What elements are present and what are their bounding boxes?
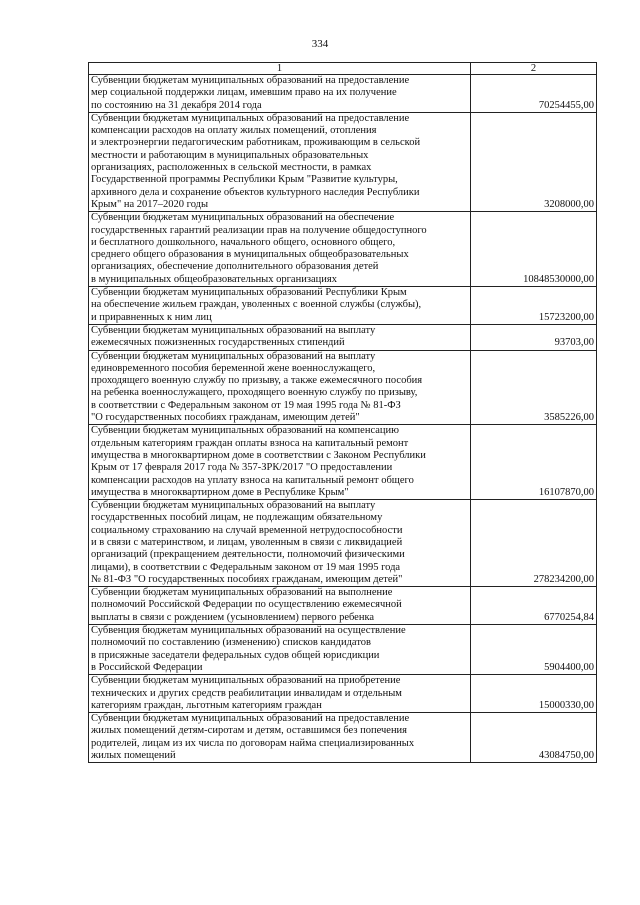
table-row (89, 212, 597, 287)
subventions-table (88, 62, 597, 763)
page-number: 334 (311, 38, 329, 50)
table-row (89, 112, 597, 211)
table-row (89, 713, 597, 763)
table-header-row (89, 63, 597, 75)
row-description: Субвенции бюджетам муниципальных образований на выплату ежемесячных пожизненных государственных стипендий (89, 324, 471, 350)
row-amount: 16107870,00 (471, 425, 597, 500)
row-amount: 3585226,00 (471, 350, 597, 425)
row-amount: 15000330,00 (471, 675, 597, 713)
row-amount: 10848530000,00 (471, 212, 597, 287)
row-description: Субвенции бюджетам муниципальных образований Республики Крым на обеспечение жильем граждан, уволенных с военной службы (службы), и приравненных к ним лиц (89, 287, 471, 325)
column-header-amount: 2 (471, 63, 597, 75)
table-row (89, 324, 597, 350)
row-description: Субвенции бюджетам муниципальных образований на выплату государственных пособий лицам, не подлежащим обязательному социальному страхованию на случай временной нетрудоспособности и в связи с материнством, и лицам, уволенным в связи с ликвидацией организаций (прекращением деятельности, полномочий физическими лицами), в соответствии с Федеральным законом от 19 мая 1995 года № 81-ФЗ "О государственных пособиях гражданам, имеющим детей" (89, 500, 471, 587)
row-amount: 278234200,00 (471, 500, 597, 587)
table-row (89, 500, 597, 587)
table-row (89, 425, 597, 500)
table-row (89, 625, 597, 675)
row-description: Субвенции бюджетам муниципальных образований на выполнение полномочий Российской Федерации по осуществлению ежемесячной выплаты в связи с рождением (усыновлением) первого ребенка (89, 587, 471, 625)
table-row (89, 587, 597, 625)
row-description: Субвенции бюджетам муниципальных образований на предоставление мер социальной поддержки лицам, имевшим право на их получение по состоянию на 31 декабря 2014 года (89, 75, 471, 113)
row-amount: 70254455,00 (471, 75, 597, 113)
row-description: Субвенции бюджетам муниципальных образований на предоставление жилых помещений детям-сиротам и детям, оставшимся без попечения родителей, лицам из их числа по договорам найма специализированных жилых помещений (89, 713, 471, 763)
column-header-description: 1 (89, 63, 471, 75)
row-amount: 43084750,00 (471, 713, 597, 763)
row-amount: 5904400,00 (471, 625, 597, 675)
table-row (89, 287, 597, 325)
row-amount: 6770254,84 (471, 587, 597, 625)
row-amount: 93703,00 (471, 324, 597, 350)
row-description: Субвенции бюджетам муниципальных образований на обеспечение государственных гарантий реализации прав на получение общедоступного и бесплатного дошкольного, начального общего, основного общего, среднего общего образования в муниципальных общеобразовательных организациях, обеспечение дополнительного образования детей в муниципальных общеобразовательных организациях (89, 212, 471, 287)
row-description: Субвенции бюджетам муниципальных образований на приобретение технических и других средств реабилитации инвалидам и отдельным категориям граждан, льготным категориям граждан (89, 675, 471, 713)
row-amount: 3208000,00 (471, 112, 597, 211)
row-description: Субвенции бюджетам муниципальных образований на выплату единовременного пособия беременной жене военнослужащего, проходящего военную службу по призыву, а также ежемесячного пособия на ребенка военнослужащего, проходящего военную службу по призыву, в соответствии с Федеральным законом от 19 мая 1995 года № 81-ФЗ "О государственных пособиях гражданам, имеющим детей" (89, 350, 471, 425)
row-description: Субвенции бюджетам муниципальных образований на компенсацию отдельным категориям граждан оплаты взноса на капитальный ремонт имущества в многоквартирном доме в соответствии с Законом Республики Крым от 17 февраля 2017 года № 357-ЗРК/2017 "О предоставлении компенсации расходов на уплату взноса на капитальный ремонт общего имущества в многоквартирном доме в Республике Крым" (89, 425, 471, 500)
row-amount: 15723200,00 (471, 287, 597, 325)
row-description: Субвенции бюджетам муниципальных образований на предоставление компенсации расходов на оплату жилых помещений, отопления и электроэнергии педагогическим работникам, проживающим в сельской местности и работающим в муниципальных образовательных организациях, расположенных в сельской местности, в рамках Государственной программы Республики Крым "Развитие культуры, архивного дела и сохранение объектов культурного наследия Республики Крым" на 2017–2020 годы (89, 112, 471, 211)
table-row (89, 675, 597, 713)
table-row (89, 350, 597, 425)
row-description: Субвенция бюджетам муниципальных образований на осуществление полномочий по составлению (изменению) списков кандидатов в присяжные заседатели федеральных судов общей юрисдикции в Российской Федерации (89, 625, 471, 675)
table-row (89, 75, 597, 113)
